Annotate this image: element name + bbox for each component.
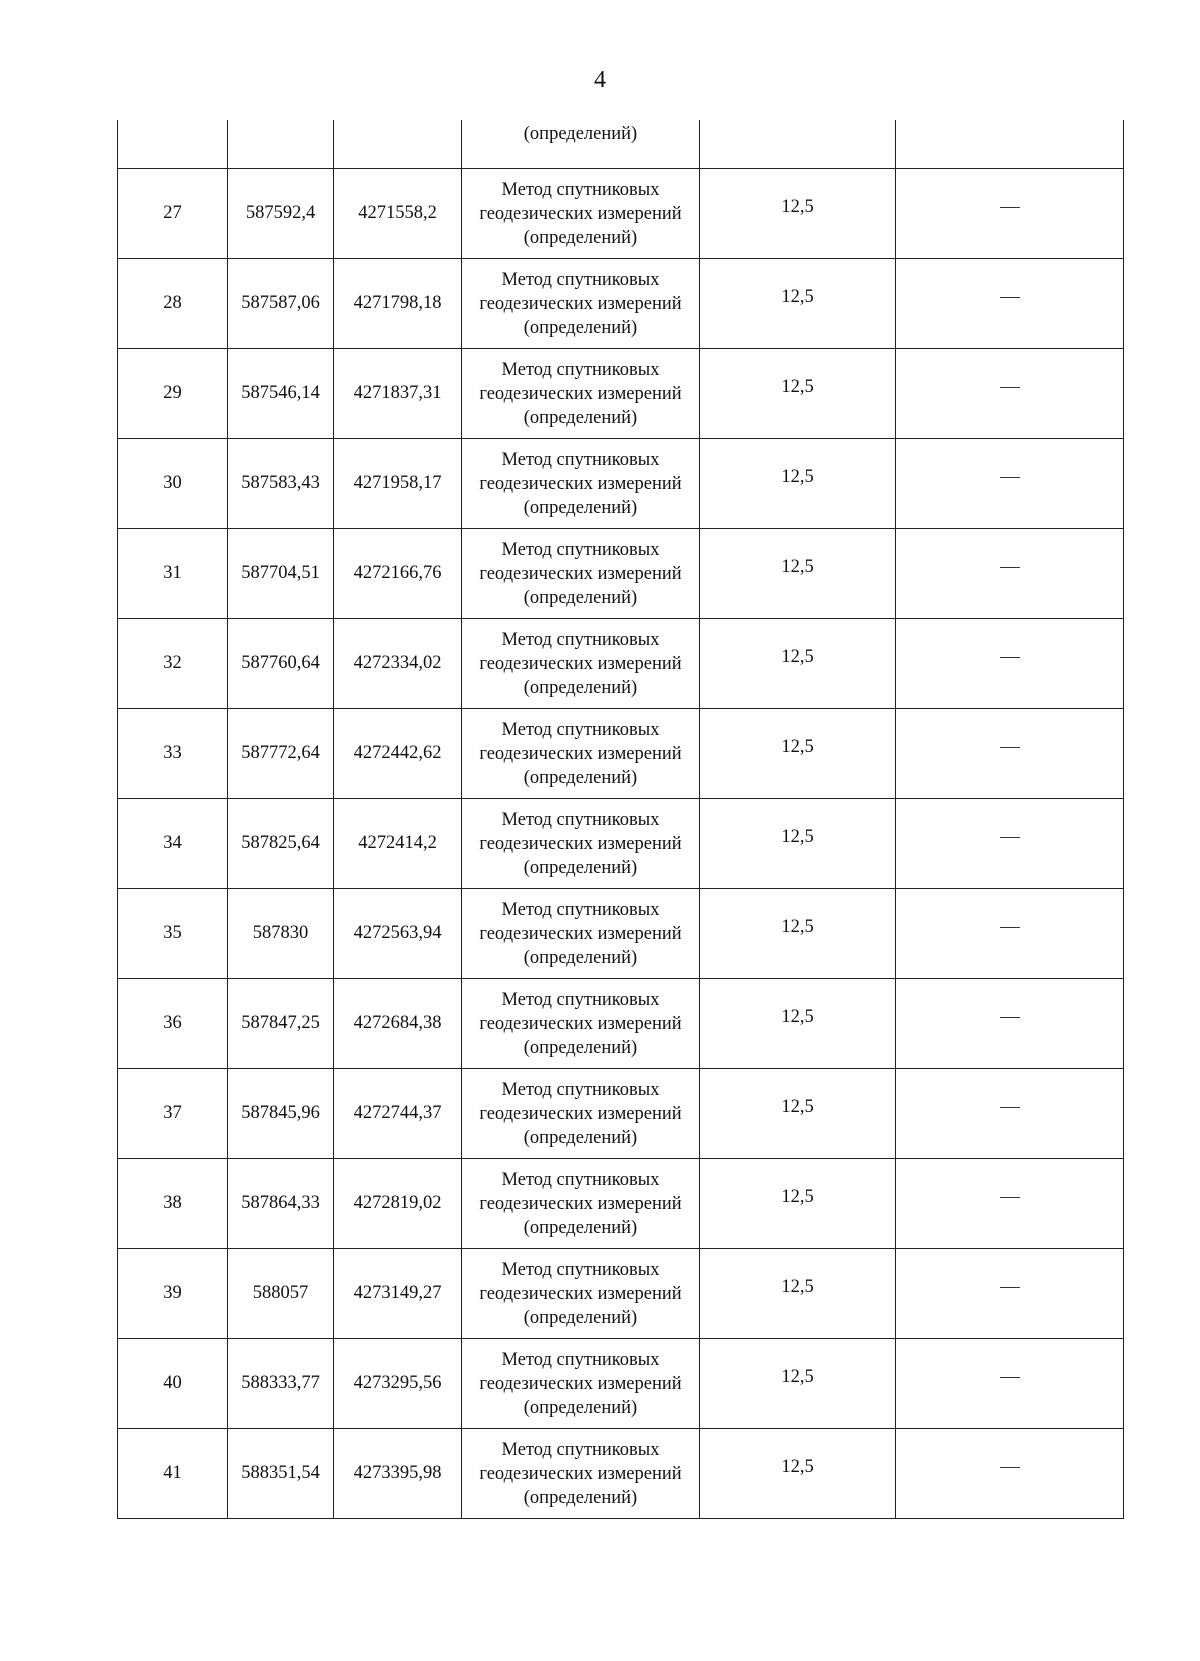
note-cell (896, 349, 1124, 439)
table-row (118, 349, 1124, 439)
accuracy-cell (700, 529, 896, 619)
accuracy-text: 12,5 (781, 917, 814, 937)
note-cell (896, 1249, 1124, 1339)
accuracy-cell (700, 799, 896, 889)
point-number-cell (118, 1249, 228, 1339)
accuracy-text: 12,5 (781, 287, 814, 307)
point-number-text: 29 (163, 383, 182, 403)
point-number-text: 33 (163, 743, 182, 763)
note-cell (896, 1069, 1124, 1159)
y-coordinate-cell (334, 619, 462, 709)
note-cell (896, 1429, 1124, 1519)
point-number-text: 30 (163, 473, 182, 493)
note-text (1000, 657, 1020, 658)
accuracy-text: 12,5 (781, 377, 814, 397)
y-coordinate-text: 4272166,76 (353, 563, 442, 583)
y-coordinate-text: 4273149,27 (353, 1283, 442, 1303)
y-coordinate-cell (334, 709, 462, 799)
accuracy-cell (700, 709, 896, 799)
accuracy-cell (700, 349, 896, 439)
x-coordinate-text: 587587,06 (241, 293, 320, 313)
x-coordinate-cell (228, 619, 334, 709)
x-coordinate-cell (228, 120, 334, 169)
x-coordinate-cell (228, 979, 334, 1069)
x-coordinate-cell (228, 1069, 334, 1159)
y-coordinate-cell (334, 439, 462, 529)
note-cell (896, 439, 1124, 529)
x-coordinate-text: 587864,33 (241, 1193, 320, 1213)
point-number-text: 39 (163, 1283, 182, 1303)
table-row (118, 979, 1124, 1069)
y-coordinate-text: 4273395,98 (353, 1463, 442, 1483)
note-cell (896, 709, 1124, 799)
method-cell: Метод спутниковых геодезических измерений (определений) (462, 1339, 700, 1429)
y-coordinate-cell (334, 889, 462, 979)
point-number-cell (118, 889, 228, 979)
point-number-cell (118, 439, 228, 529)
y-coordinate-cell (334, 979, 462, 1069)
method-cell: Метод спутниковых геодезических измерений (определений) (462, 1249, 700, 1339)
x-coordinate-cell (228, 169, 334, 259)
accuracy-text: 12,5 (781, 197, 814, 217)
x-coordinate-cell (228, 1249, 334, 1339)
accuracy-text: 12,5 (781, 827, 814, 847)
x-coordinate-text: 587583,43 (241, 473, 320, 493)
x-coordinate-text: 587760,64 (241, 653, 320, 673)
note-cell (896, 1159, 1124, 1249)
y-coordinate-cell (334, 1429, 462, 1519)
point-number-cell (118, 169, 228, 259)
x-coordinate-cell (228, 1429, 334, 1519)
note-text (1000, 1287, 1020, 1288)
x-coordinate-text: 587847,25 (241, 1013, 320, 1033)
point-number-text: 32 (163, 653, 182, 673)
method-cell: Метод спутниковых геодезических измерений (определений) (462, 169, 700, 259)
x-coordinate-cell (228, 259, 334, 349)
note-cell (896, 619, 1124, 709)
table-row (118, 1339, 1124, 1429)
method-cell: Метод спутниковых геодезических измерений (определений) (462, 619, 700, 709)
y-coordinate-text: 4272414,2 (358, 833, 437, 853)
method-cell: Метод спутниковых геодезических измерений (определений) (462, 349, 700, 439)
accuracy-cell (700, 1249, 896, 1339)
note-text (1000, 1467, 1020, 1468)
point-number-cell (118, 799, 228, 889)
accuracy-cell (700, 889, 896, 979)
accuracy-cell (700, 120, 896, 169)
x-coordinate-cell (228, 1159, 334, 1249)
note-text (1000, 837, 1020, 838)
point-number-cell (118, 1069, 228, 1159)
point-number-text: 27 (163, 203, 182, 223)
y-coordinate-cell (334, 169, 462, 259)
note-cell (896, 169, 1124, 259)
y-coordinate-cell (334, 349, 462, 439)
method-cell: Метод спутниковых геодезических измерений (определений) (462, 439, 700, 529)
accuracy-cell (700, 979, 896, 1069)
y-coordinate-text: 4271837,31 (353, 383, 442, 403)
accuracy-cell (700, 1159, 896, 1249)
accuracy-text: 12,5 (781, 1457, 814, 1477)
note-cell (896, 889, 1124, 979)
table-row (118, 709, 1124, 799)
x-coordinate-text: 588351,54 (241, 1463, 320, 1483)
point-number-cell (118, 1339, 228, 1429)
table-row (118, 1249, 1124, 1339)
accuracy-cell (700, 619, 896, 709)
x-coordinate-text: 587772,64 (241, 743, 320, 763)
y-coordinate-text: 4271798,18 (353, 293, 442, 313)
method-cell: Метод спутниковых геодезических измерений (определений) (462, 889, 700, 979)
continuation-row (118, 120, 1124, 169)
note-text (1000, 747, 1020, 748)
table-row (118, 259, 1124, 349)
y-coordinate-text: 4271558,2 (358, 203, 437, 223)
y-coordinate-cell (334, 120, 462, 169)
method-cell: Метод спутниковых геодезических измерений (определений) (462, 529, 700, 619)
accuracy-text: 12,5 (781, 1367, 814, 1387)
accuracy-cell (700, 1069, 896, 1159)
y-coordinate-text: 4271958,17 (353, 473, 442, 493)
y-coordinate-text: 4272684,38 (353, 1013, 442, 1033)
point-number-cell (118, 709, 228, 799)
note-text (1000, 1377, 1020, 1378)
table-row (118, 1429, 1124, 1519)
accuracy-text: 12,5 (781, 737, 814, 757)
point-number-text: 36 (163, 1013, 182, 1033)
accuracy-text: 12,5 (781, 1007, 814, 1027)
accuracy-text: 12,5 (781, 1187, 814, 1207)
y-coordinate-cell (334, 1339, 462, 1429)
y-coordinate-cell (334, 1159, 462, 1249)
y-coordinate-cell (334, 799, 462, 889)
accuracy-cell (700, 1429, 896, 1519)
note-cell (896, 529, 1124, 619)
point-number-cell (118, 1159, 228, 1249)
method-cell: Метод спутниковых геодезических измерений (определений) (462, 1159, 700, 1249)
x-coordinate-cell (228, 1339, 334, 1429)
table-row (118, 169, 1124, 259)
x-coordinate-text: 588057 (252, 1283, 309, 1303)
x-coordinate-cell (228, 529, 334, 619)
point-number-text: 35 (163, 923, 182, 943)
accuracy-cell (700, 1339, 896, 1429)
y-coordinate-text: 4273295,56 (353, 1373, 442, 1393)
point-number-cell (118, 619, 228, 709)
x-coordinate-text: 587592,4 (245, 203, 316, 223)
point-number-text: 41 (163, 1463, 182, 1483)
point-number-cell (118, 529, 228, 619)
table-row (118, 1159, 1124, 1249)
coordinates-table (117, 120, 1124, 1519)
x-coordinate-cell (228, 439, 334, 529)
method-cell: Метод спутниковых геодезических измерений (определений) (462, 1069, 700, 1159)
y-coordinate-cell (334, 259, 462, 349)
method-cell: Метод спутниковых геодезических измерений (определений) (462, 799, 700, 889)
point-number-cell (118, 349, 228, 439)
point-number-text: 37 (163, 1103, 182, 1123)
accuracy-text: 12,5 (781, 647, 814, 667)
point-number-text: 34 (163, 833, 182, 853)
note-text (1000, 1197, 1020, 1198)
table-row (118, 529, 1124, 619)
note-text (1000, 387, 1020, 388)
y-coordinate-text: 4272334,02 (353, 653, 442, 673)
table-row (118, 1069, 1124, 1159)
table-row (118, 889, 1124, 979)
point-number-cell (118, 120, 228, 169)
point-number-cell (118, 259, 228, 349)
accuracy-text: 12,5 (781, 557, 814, 577)
page-number: 4 (594, 67, 606, 93)
note-text (1000, 567, 1020, 568)
y-coordinate-cell (334, 1249, 462, 1339)
accuracy-text: 12,5 (781, 1277, 814, 1297)
note-cell (896, 979, 1124, 1069)
x-coordinate-cell (228, 709, 334, 799)
x-coordinate-text: 587825,64 (241, 833, 320, 853)
note-text (1000, 297, 1020, 298)
note-text (1000, 1017, 1020, 1018)
point-number-text: 28 (163, 293, 182, 313)
note-cell (896, 120, 1124, 169)
y-coordinate-text: 4272819,02 (353, 1193, 442, 1213)
point-number-text: 38 (163, 1193, 182, 1213)
x-coordinate-cell (228, 889, 334, 979)
accuracy-text: 12,5 (781, 1097, 814, 1117)
point-number-cell (118, 1429, 228, 1519)
note-text (1000, 207, 1020, 208)
point-number-text: 31 (163, 563, 182, 583)
accuracy-cell (700, 439, 896, 529)
y-coordinate-cell (334, 1069, 462, 1159)
method-cell: Метод спутниковых геодезических измерений (определений) (462, 259, 700, 349)
table-row (118, 799, 1124, 889)
point-number-cell (118, 979, 228, 1069)
x-coordinate-text: 588333,77 (241, 1373, 320, 1393)
table-row (118, 619, 1124, 709)
method-cell: Метод спутниковых геодезических измерений (определений) (462, 709, 700, 799)
note-text (1000, 1107, 1020, 1108)
x-coordinate-cell (228, 799, 334, 889)
y-coordinate-text: 4272563,94 (353, 923, 442, 943)
accuracy-text: 12,5 (781, 467, 814, 487)
note-cell (896, 799, 1124, 889)
x-coordinate-text: 587546,14 (241, 383, 320, 403)
y-coordinate-cell (334, 529, 462, 619)
table-body (118, 120, 1124, 1519)
x-coordinate-cell (228, 349, 334, 439)
method-cell: Метод спутниковых геодезических измерений (определений) (462, 1429, 700, 1519)
method-cell: (определений) (462, 120, 700, 169)
note-cell (896, 1339, 1124, 1429)
y-coordinate-text: 4272744,37 (353, 1103, 442, 1123)
table-row (118, 439, 1124, 529)
accuracy-cell (700, 169, 896, 259)
accuracy-cell (700, 259, 896, 349)
note-cell (896, 259, 1124, 349)
note-text (1000, 927, 1020, 928)
x-coordinate-text: 587704,51 (241, 563, 320, 583)
x-coordinate-text: 587830 (252, 923, 309, 943)
y-coordinate-text: 4272442,62 (353, 743, 442, 763)
x-coordinate-text: 587845,96 (241, 1103, 320, 1123)
method-cell: Метод спутниковых геодезических измерений (определений) (462, 979, 700, 1069)
point-number-text: 40 (163, 1373, 182, 1393)
note-text (1000, 477, 1020, 478)
